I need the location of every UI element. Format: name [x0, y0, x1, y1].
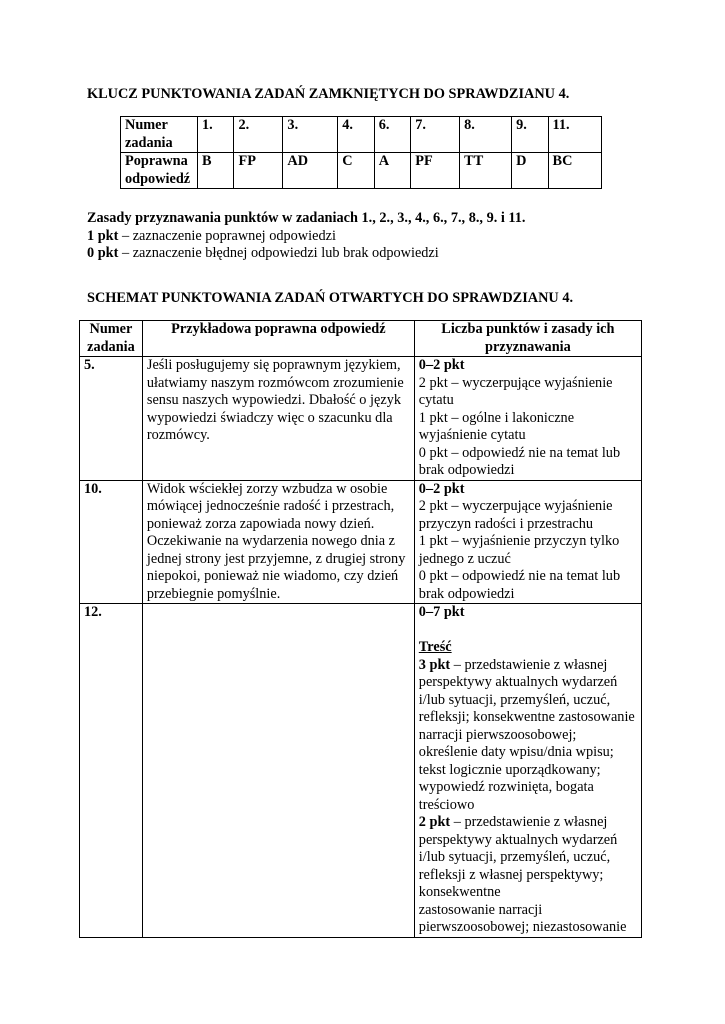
answer-cell: BC: [548, 153, 601, 189]
header-sample-answer: Przykładowa poprawna odpowiedź: [142, 321, 414, 357]
scoring-criteria: 0–2 pkt 2 pkt – wyczerpujące wyjaśnienie przyczyn radości i przestrachu 1 pkt – wyjaśnienie przyczyn tylko jednego z uczuć 0 pkt – odpowiedź nie na temat lub brak odpowiedzi: [414, 480, 641, 604]
answer-cell: A: [374, 153, 410, 189]
content-subheading: Treść: [418, 639, 452, 655]
answer-row: [121, 153, 602, 189]
table-row: [80, 357, 642, 481]
task-number: 5.: [80, 357, 143, 481]
header-task-number: Numer zadania: [80, 321, 143, 357]
rule-one-point: 1 pkt – zaznaczenie poprawnej odpowiedzi: [87, 227, 336, 244]
answer-cell: B: [198, 153, 234, 189]
task-cell: 11.: [548, 117, 601, 153]
task-cell: 8.: [460, 117, 512, 153]
scoring-rules: [87, 210, 526, 263]
task-cell: 3.: [283, 117, 338, 153]
header-row: [80, 321, 642, 357]
open-tasks-scoring-table: [79, 320, 642, 938]
rules-title: Zasady przyznawania punktów w zadaniach 1., 2., 3., 4., 6., 7., 8., 9. i 11.: [87, 210, 526, 226]
sample-answer: Widok wściekłej zorzy wzbudza w osobie mówiącej jednocześnie radość i przestrach, ponieważ zorza zapowiada nowy dzień. Oczekiwanie na wydarzenia nowego dnia z jednej strony jest przyjemne, z drugiej strony niepokoi, ponieważ nie wiadomo, czy dzień przebiegnie pomyślnie.: [142, 480, 414, 604]
scoring-criteria: 0–2 pkt 2 pkt – wyczerpujące wyjaśnienie cytatu 1 pkt – ogólne i lakoniczne wyjaśnienie cytatu 0 pkt – odpowiedź nie na temat lub brak odpowiedzi: [414, 357, 641, 481]
answer-label: Poprawna odpowiedź: [121, 153, 198, 189]
sample-answer: [142, 604, 414, 938]
answer-cell: TT: [460, 153, 512, 189]
answer-cell: PF: [411, 153, 460, 189]
task-cell: 1.: [198, 117, 234, 153]
scoring-criteria: 0–7 pkt Treść 3 pkt – przedstawienie z własnej perspektywy aktualnych wydarzeń i/lub sytuacji, przemyśleń, uczuć, refleksji; konsekwentne zastosowanie narracji pierwszoosobowej; określenie daty wpisu/dnia wpisu; tekst logicznie uporządkowany; wypowiedź rozwinięta, bogata treściowo 2 pkt – przedstawienie z własnej perspektywy aktualnych wydarzeń i/lub sytuacji, przemyśleń, uczuć, refleksji z własnej perspektywy; konsekwentne zastosowanie narracji pierwszoosobowej; niezastosowanie: [414, 604, 641, 938]
closed-answer-key-table: [120, 116, 602, 189]
header-scoring-rules: Liczba punktów i zasady ich przyznawania: [414, 321, 641, 357]
answer-cell: FP: [234, 153, 283, 189]
task-cell: 2.: [234, 117, 283, 153]
answer-cell: C: [338, 153, 374, 189]
task-cell: 4.: [338, 117, 374, 153]
task-number: 10.: [80, 480, 143, 604]
sample-answer: Jeśli posługujemy się poprawnym językiem, ułatwiamy naszym rozmówcom zrozumienie sensu naszych wypowiedzi. Dbałość o język wypowiedzi świadczy więc o szacunku dla rozmówcy.: [142, 357, 414, 481]
answer-cell: D: [512, 153, 548, 189]
task-cell: 6.: [374, 117, 410, 153]
rule-zero-points: 0 pkt – zaznaczenie błędnej odpowiedzi lub brak odpowiedzi: [87, 245, 439, 261]
table-row: [80, 604, 642, 938]
task-cell: 9.: [512, 117, 548, 153]
table-row: [80, 480, 642, 604]
task-number-label: Numer zadania: [121, 117, 198, 153]
open-tasks-title: SCHEMAT PUNKTOWANIA ZADAŃ OTWARTYCH DO SPRAWDZIANU 4.: [87, 290, 574, 306]
closed-tasks-title: KLUCZ PUNKTOWANIA ZADAŃ ZAMKNIĘTYCH DO SPRAWDZIANU 4.: [87, 86, 570, 102]
answer-cell: AD: [283, 153, 338, 189]
task-number-row: [121, 117, 602, 153]
task-cell: 7.: [411, 117, 460, 153]
task-number: 12.: [80, 604, 143, 938]
